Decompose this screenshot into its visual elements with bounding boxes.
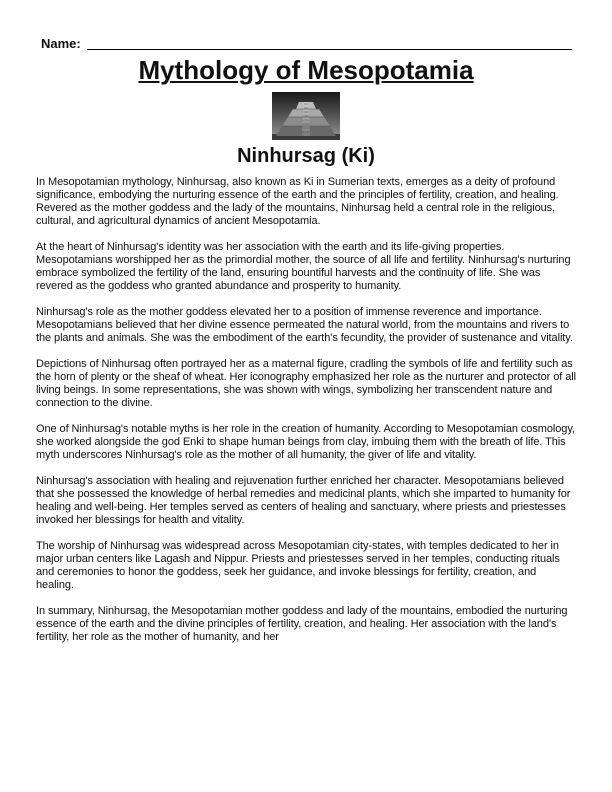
section-subtitle: Ninhursag (Ki) [237, 145, 375, 167]
page-title: Mythology of Mesopotamia [138, 55, 474, 85]
ziggurat-icon [272, 92, 340, 140]
name-label: Name: [41, 36, 81, 51]
paragraph: In summary, Ninhursag, the Mesopotamian mother goddess and lady of the mountains, embodied the nurturing essence of the earth and the divine principles of fertility, creation, and healing. Her association with the land's fertility, her role as the mother of humanity, and her [36, 605, 568, 643]
paragraph: Depictions of Ninhursag often portrayed her as a maternal figure, cradling the symbols of life and fertility such as the horn of plenty or the sheaf of wheat. Her iconography emphasized her role as the nurturer and protector of all living beings. In some representations, she was shown with wings, symbolizing her transcendent nature and connection to the divine. [36, 358, 576, 409]
article-body [36, 176, 576, 657]
name-blank-line [87, 49, 572, 50]
paragraph: At the heart of Ninhursag's identity was her association with the earth and its life-giving properties. Mesopotamians worshipped her as the primordial mother, the source of all life and fertility. Ninhursag's nurturing embrace symbolized the fertility of the land, ensuring bountiful harvests and the continuity of life. She was revered as the goddess who granted abundance and prosperity to humanity. [36, 241, 571, 292]
name-field-row [41, 35, 572, 53]
paragraph: Ninhursag's role as the mother goddess elevated her to a position of immense reverence and importance. Mesopotamians believed that her divine essence permeated the natural world, from the mountains and rivers to the plants and animals. She was the embodiment of the earth's fecundity, the provider of sustenance and vitality. [36, 306, 573, 344]
paragraph: Ninhursag's association with healing and rejuvenation further enriched her character. Mesopotamians believed that she possessed the knowledge of herbal remedies and medicinal plants, which she imparted to humanity for healing and well-being. Her temples served as centers of healing and sanctuary, where priests and priestesses invoked her blessings for health and vitality. [36, 475, 571, 526]
ziggurat-image [272, 92, 340, 140]
paragraph: In Mesopotamian mythology, Ninhursag, also known as Ki in Sumerian texts, emerges as a deity of profound significance, embodying the nurturing essence of the earth and the principles of fertility, creation, and healing. Revered as the mother goddess and the lady of the mountains, Ninhursag held a central role in the religious, cultural, and agricultural dynamics of ancient Mesopotamia. [36, 176, 559, 227]
paragraph: The worship of Ninhursag was widespread across Mesopotamian city-states, with temples dedicated to her in major urban centers like Lagash and Nippur. Priests and priestesses served in her temples, conducting rituals and ceremonies to honor the goddess, seek her guidance, and invoke blessings for fertility, creation, and healing. [36, 540, 560, 591]
paragraph: One of Ninhursag's notable myths is her role in the creation of humanity. According to Mesopotamian cosmology, she worked alongside the god Enki to shape human beings from clay, imbuing them with the breath of life. This myth underscores Ninhursag's role as the mother of all humanity, the giver of life and vitality. [36, 423, 575, 461]
